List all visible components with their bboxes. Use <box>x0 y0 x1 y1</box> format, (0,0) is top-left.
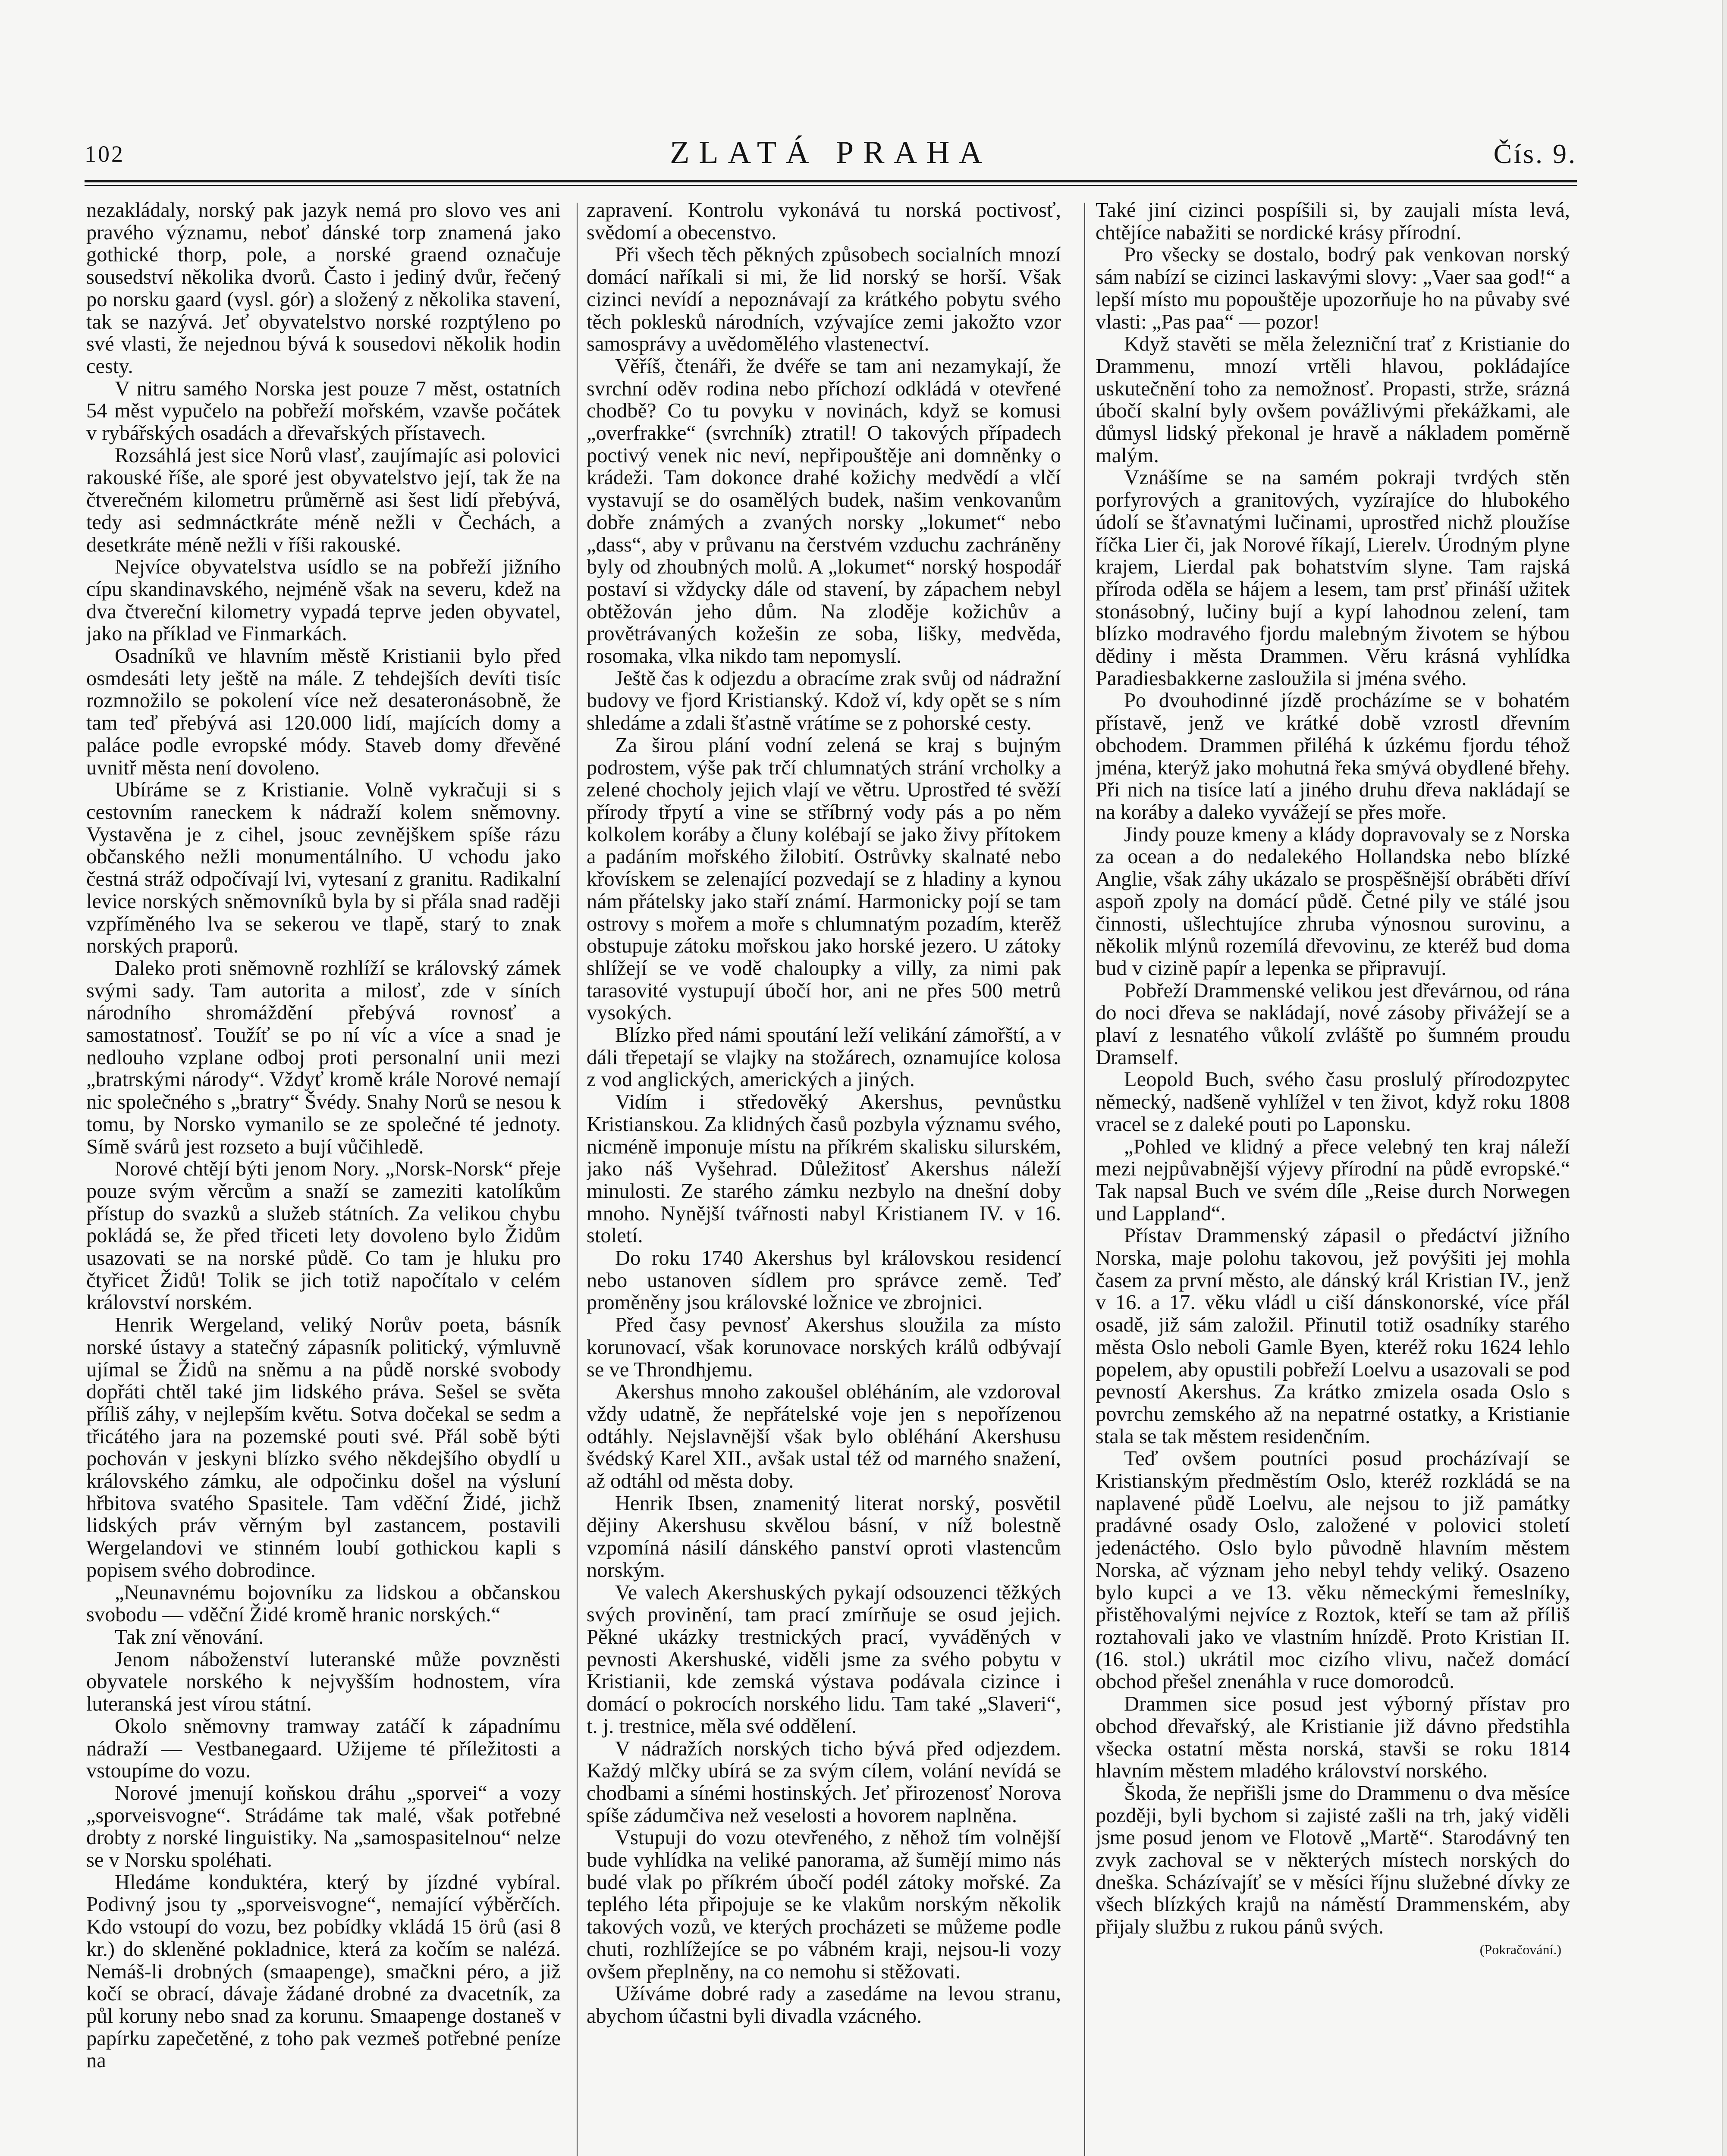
continuation-note: (Pokračování.) <box>1479 1941 1561 1957</box>
paragraph: Škoda, že nepřišli jsme do Drammenu o dva měsíce později, byli bychom si zajisté zašli na trh, jaký viděli jsme posud jenom ve Flotově „Martě“. Starodávný ten zvyk zachoval se v některých místech norských do dneška. Scházívajíť se v měsíci říjnu služebné dívky ze všech blízkých krajů na náměstí Drammenském, aby přijaly službu z rukou pánů svých. <box>1096 1781 1570 1939</box>
paragraph: Daleko proti sněmovně rozhlíží se královský zámek svými sady. Tam autorita a milosť, zde v síních národního shromáždění přebývá rovnosť a samostatnosť. Toužíť se po ní víc a více a snad je nedlouho vzplane odboj proti personalní unii mezi „bratrskými národy“. Vždyť kromě krále Norové nemají nic společného s „bratry“ Švédy. Snahy Norů se nesou k tomu, by Norsko vymanilo se ze společné té jednoty. Símě svárů jest rozseto a bují vůčihledě. <box>86 956 561 1158</box>
paragraph: Když stavěti se měla železniční trať z Kristianie do Drammenu, mnozí vrtěli hlavou, pokládajíce uskutečnění toho za nemožnosť. Propasti, strže, srázná úbočí skalní byly ovšem povážlivými překážkami, ale důmysl lidský překonal je hravě a nákladem poměrně malým. <box>1096 332 1570 467</box>
paragraph: Při všech těch pěkných způsobech socialních mnozí domácí naříkali si mi, že lid norský se horší. Však cizinci nevídí a nepoznávají za krátkého pobytu svého těch poklesků národních, vzývajíce zemi jakožto vzor samosprávy a uvědomělého vlastenectví. <box>587 243 1061 356</box>
continued-paragraph: Také jiní cizinci pospíšili si, by zaujali místa levá, chtějíce nabažiti se nordické krásy přírodní. <box>1096 199 1570 244</box>
paragraph: Akershus mnoho zakoušel obléháním, ale vzdoroval vždy udatně, že nepřátelské voje jen s nepořízenou odtáhly. Nejslavnější však bylo obléhání Akershusu švédský Karel XII., avšak ustal též od marného snažení, až odtáhl od města doby. <box>587 1380 1061 1493</box>
paragraph: Nejvíce obyvatelstva usídlo se na pobřeží jižního cípu skandinavského, nejméně však na severu, kdež na dva čtvereční kilometry vypadá teprve jeden obyvatel, jako na příklad ve Finmarkách. <box>86 555 561 646</box>
paragraph: Ve valech Akershuských pykají odsouzenci těžkých svých provinění, tam prací zmírňuje se osud jejich. Pěkné ukázky trestnických prací, vyváděných v pevnosti Akershuské, viděli jsme za svého pobytu v Kristianii, kde zemská výstava podávala cizince i domácí o pokrocích norského lidu. Tam také „Slaveri“, t. j. trestnice, měla své oddělení. <box>587 1581 1061 1738</box>
paragraph: Před časy pevnosť Akershus sloužila za místo korunovací, však korunovace norských králů odbývají se ve Throndhjemu. <box>587 1313 1061 1381</box>
text-column-2 <box>587 199 1061 2156</box>
paragraph: Za širou plání vodní zelená se kraj s bujným podrostem, výše pak trčí chlumnatých strání vrcholky a zelené chocholy jejich vlají ve větru. Uprostřed té svěží přírody třpytí a vine se stříbrný vody pás a po něm kolkolem koráby a čluny kolébají se jako živy přítokem a padáním mořského žilobití. Ostrůvky skalnaté nebo křovískem se zelenající pozvedají se z hladiny a kynou nám přátelsky jako staří známí. Harmonicky pojí se tam ostrovy s mořem a moře s chlumnatým pozadím, kterěž obstupuje zátoku mořskou jako horské jezero. U zátoky shlížejí se ve vodě chaloupky a villy, za nimi pak tarasovité vystupují úbočí hor, ani ne přes 500 metrů vysokých. <box>587 733 1061 1025</box>
column-divider-1 <box>577 203 578 2156</box>
paragraph: Norové chtějí býti jenom Nory. „Norsk-Norsk“ přeje pouze svým věrcům a snaží se zameziti katolíkům přístup do svazků a služeb státních. Za velikou chybu pokládá se, že před třiceti lety dovoleno bylo Židům usazovati se na norské půdě. Co tam je hluku pro čtyřicet Židů! Tolik se jich totiž napočítalo v celém království norském. <box>86 1157 561 1314</box>
continued-paragraph: zapravení. Kontrolu vykonává tu norská poctivosť, svědomí a obecenstvo. <box>587 199 1061 244</box>
paragraph: Blízko před námi spoutání leží velikání zámořští, a v dáli třepetají se vlajky na stožárech, oznamujíce kolosa z vod anglických, amerických a jiných. <box>587 1024 1061 1091</box>
paragraph: Přístav Drammenský zápasil o předáctví jižního Norska, maje polohu takovou, jež povýšiti jej mohla časem za první město, ale dánský král Kristian IV., jenž v 16. a 17. věku vládl u ciší dánskonorské, více přál osadě, již sám založil. Přinutil totiž osadníky starého města Oslo neboli Gamle Byen, kteréž roku 1624 lehlo popelem, aby opustili pobřeží Loelvu a usazovali se pod pevností Akershus. Za krátko zmizela osada Oslo s povrchu zemského až na nepatrné ostatky, a Kristianie stala se tak městem residenčním. <box>1096 1224 1570 1448</box>
paragraph: Tak zní věnování. <box>115 1626 264 1648</box>
paragraph: Vstupuji do vozu otevřeného, z něhož tím volnější bude vyhlídka na veliké panorama, až šumějí mimo nás budé vlak po příkrém úbočí podél zátoky mořské. Za teplého léta připojuje se ke vlakům norským několik takových vozů, ve kterých procházeti se můžeme podle chuti, rozhlížejíce se po vábném kraji, nejsou-li vozy ovšem přeplněny, na co nemohu si stěžovati. <box>587 1826 1061 1983</box>
text-column-1 <box>86 199 561 2156</box>
paragraph: Jindy pouze kmeny a klády dopravovaly se z Norska za ocean a do nedalekého Hollandska nebo blízké Anglie, však záhy ukázalo se prospěšnější obráběti dříví aspoň zpoly na domácí půdě. Četné pily ve stálé jsou činnosti, ušlechtujíce zhruba výnosnou surovinu, a několik mlýnů rozemílá dřevovinu, ze kteréž bud doma bud v cizině papír a lepenka se připravují. <box>1096 823 1570 980</box>
paragraph: Okolo sněmovny tramway zatáčí k západnímu nádraží — Vestbanegaard. Užijeme té příležitosti a vstoupíme do vozu. <box>86 1714 561 1783</box>
paragraph: Jenom náboženství luteranské může povzněsti obyvatele norského k nejvyšším hodnostem, víra luteranská jest vírou státní. <box>86 1648 561 1716</box>
text-column-3 <box>1096 199 1570 2156</box>
paragraph: Rozsáhlá jest sice Norů vlasť, zaujímajíc asi polovici rakouské říše, ale sporé jest obyvatelstvo její, tak že na čtverečném kilometru průměrně asi šest lidí přebývá, tedy asi sedmnáctkráte méně nežli v Čechách, a desetkráte méně nežli v říši rakouské. <box>86 444 561 556</box>
paragraph: „Pohled ve klidný a přece velebný ten kraj náleží mezi nejpůvabnější výjevy přírodní na půdě evropské.“ Tak napsal Buch ve svém díle „Reise durch Norwegen und Lappland“. <box>1096 1135 1570 1225</box>
paragraph: V nádražích norských ticho bývá před odjezdem. Každý mlčky ubírá se za svým cílem, volání nevídá se chodbami a sínémi hostinských. Jeť přirozenosť Norova spíše zádumčiva než veselosti a hovorem naplněna. <box>587 1737 1061 1827</box>
paragraph: Hledáme konduktéra, který by jízdné vybíral. Podivný jsou ty „sporveisvogne“, nemající výběrčích. Kdo vstoupí do vozu, bez pobídky vkládá 15 örů (asi 8 kr.) do skleněné pokladnice, která za kočím se nalézá. Nemáš-li drobných (smaapenge), smačkni péro, a již kočí se obrací, dávaje žádané drobné za dvacetník, za půl koruny nebo snad za korunu. Smaapenge dostaneš v papírku zapečetěné, z toho pak vezmeš potřebné peníze na <box>86 1871 561 2072</box>
paragraph: Henrik Wergeland, veliký Norův poeta, básník norské ústavy a statečný zápasník politický, výmluvně ujímal se Židů na sněmu a na půdě norské svobody dopřáti chtěl také jim lidského práva. Sešel se světa příliš záhy, v nejlepším květu. Sotva dočekal se sedm a třicátého jara na pozemské pouti své. Přál sobě býti pochován v jeskyni blízko svého někdejšího obydlí u královského zámku, ale odpočinku došel na výsluní hřbitova svatého Spasitele. Tam vděční Židé, jichž lidských práv věrným byl zastancem, postavili Wergelandovi ve stinném loubí gothickou kapli s popisem svého dobrodince. <box>86 1313 561 1582</box>
page-number: 102 <box>85 141 125 167</box>
continued-paragraph: nezakládaly, norský pak jazyk nemá pro slovo ves ani pravého významu, neboť dánské torp znamená jako gothické thorp, pole, a norské graend označuje sousedství několika dvorů. Často i jediný dvůr, řečený po norsku gaard (vysl. gór) a složený z několika stavení, tak se nazývá. Jeť obyvatelstvo norské rozptýleno po své vlasti, že nejednou bývá k sousedovi několik hodin cesty. <box>86 199 561 378</box>
paragraph: Henrik Ibsen, znamenitý literat norský, posvětil dějiny Akershusu skvělou básní, v níž bolestně vzpomíná násilí dánského panství oproti vlastencům norským. <box>587 1492 1061 1582</box>
paragraph: Po dvouhodinné jízdě procházíme se v bohatém přístavě, jenž ve krátké době vzrostl dřevním obchodem. Drammen přiléhá k úzkému fjordu téhož jména, kterýž jako mohutná řeka smývá obydlené břehy. Při nich na tisíce latí a jiného druhu dřeva nakládají se na koráby a daleko vyvážejí se přes moře. <box>1096 689 1570 824</box>
page-edge <box>1722 0 1727 2156</box>
issue-number: Čís. 9. <box>1493 138 1577 169</box>
paragraph: Ještě čas k odjezdu a obracíme zrak svůj od nádražní budovy ve fjord Kristianský. Kdož ví, kdy opět se s ním shledáme a zdali šťastně vrátíme se z pohorské cesty. <box>587 667 1061 735</box>
paragraph: Pobřeží Drammenské velikou jest dřevárnou, od rána do noci dřeva se nakládají, nové zásoby přivážejí se a plaví z lesnatého vůkolí zvláště po šumném proudu Dramself. <box>1096 979 1570 1069</box>
header-rule-thin <box>85 185 1577 186</box>
header-rule-thick <box>85 180 1577 182</box>
paragraph: Věříš, čtenáři, že dvéře se tam ani nezamykají, že svrchní oděv rodina nebo příchozí odkládá v otevřené chodbě? Co tu povyku v novinách, když se komusi „overfrakke“ (svrchník) ztratil! O takových případech poctivý venek nic neví, nepřipouštěje ani domněnky o krádeži. Tam dokonce drahé kožichy medvědí a vlčí vystavují se do osamělých budek, našim venkovanům dobře známých a zvaných norsky „lokumet“ nebo „dass“, aby v průvanu na čerstvém vzduchu zachráněny byly od zhoubných molů. A „lokumet“ norský hospodář postaví si vždycky dále od stavení, by zápachem nebyl obtěžován jeho dům. Na zloděje kožichův a provětrávaných kožešin ze soba, lišky, medvěda, rosomaka, vlka nikdo tam nepomyslí. <box>587 354 1061 668</box>
page-header <box>85 135 1577 172</box>
paragraph: Ubíráme se z Kristianie. Volně vykračuji si s cestovním raneckem k nádraží kolem sněmovny. Vystavěna je z cihel, jsouc zevnějškem spíše rázu občanského nežli monumentálního. U vchodu jako čestná stráž odpočívají lvi, vytesaní z granitu. Radikalní levice norských sněmovníků byla by si přála snad raději vzpříměného lva se sekerou ve tlapě, starý to znak norských praporů. <box>86 778 561 958</box>
paragraph: Norové jmenují koňskou dráhu „sporvei“ a vozy „sporveisvogne“. Strádáme tak malé, však potřebné drobty z norské linguistiky. Na „samospasitelnou“ nelze se v Norsku spoléhati. <box>86 1781 561 1872</box>
paragraph: Do roku 1740 Akershus byl královskou residencí nebo ustanoven sídlem pro správce země. Teď proměněny jsou královské ložnice ve zbrojnici. <box>587 1247 1061 1314</box>
paragraph: Vznášíme se na samém pokraji tvrdých stěn porfyrových a granitových, vyzírajíce do hlubokého údolí se šťavnatými lučinami, uprostřed nichž ploužíse říčka Lier či, jak Norové říkají, Lierelv. Úrodným plyne krajem, Lierdal pak bohatstvím slyne. Tam rajská příroda oděla se hájem a lesem, tam prsť přináší užitek stonásobný, lučiny bují a kypí lahodnou zelení, tam blízko modravého fjordu malebným životem se hýbou dědiny i města Drammen. Věru krásná vyhlídka Paradiesbakkerne zasloužila si jména svého. <box>1096 466 1570 690</box>
paragraph: Užíváme dobré rady a zasedáme na levou stranu, abychom účastni byli divadla vzácného. <box>587 1982 1061 2028</box>
column-divider-2 <box>1084 203 1085 2156</box>
paragraph: Pro všecky se dostalo, bodrý pak venkovan norský sám nabízí se cizinci laskavými slovy: „Vaer saa god!“ a lepší místo mu popouštěje upozorňuje ho na půvaby své vlasti: „Pas paa“ — pozor! <box>1096 243 1570 333</box>
paragraph: Vidím i středověký Akershus, pevnůstku Kristianskou. Za klidných časů pozbyla významu svého, nicméně imponuje místu na příkrém skalisku silurském, jako náš Vyšehrad. Důležitosť Akershus náleží minulosti. Ze starého zámku nezbylo na dnešní doby mnoho. Nynější tvářnosti nabyl Kristianem IV. v 16. století. <box>587 1091 1061 1247</box>
paragraph: Drammen sice posud jest výborný přístav pro obchod dřevařský, ale Kristianie již dávno předstihla všecka ostatní města norská, stavši se roku 1814 hlavním městem mladého království norského. <box>1096 1692 1570 1783</box>
paragraph: Leopold Buch, svého času proslulý přírodozpytec německý, nadšeně vyhlížel v ten život, když roku 1808 vracel se z daleké pouti po Laponsku. <box>1096 1068 1570 1136</box>
masthead-title: ZLATÁ PRAHA <box>670 135 992 170</box>
paragraph: Teď ovšem poutníci posud procházívají se Kristianským předměstím Oslo, kteréž rozkládá se na naplavené půdě Loelvu, ale nejsou to již památky pradávné osady Oslo, založené v polovici století jedenáctého. Oslo bylo původně hlavním městem Norska, ač význam jeho nebyl tehdy veliký. Osazeno bylo kupci a ve 13. věku německými řemeslníky, přistěhovalými nejvíce z Roztok, kteří se tam až příliš roztahovali jako ve vlastním hnízdě. Proto Kristian II. (16. stol.) ukrátil moc cizího vlivu, načež domácí obchod přešel znenáhla v ruce domorodců. <box>1096 1447 1570 1693</box>
paragraph: „Neunavnému bojovníku za lidskou a občanskou svobodu — vděční Židé kromě hranic norských.“ <box>86 1581 561 1626</box>
paragraph: V nitru samého Norska jest pouze 7 měst, ostatních 54 měst vypučelo na pobřeží mořském, vzavše počátek v rybářských osadách a dřevařských přístavech. <box>86 377 561 445</box>
paragraph: Osadníků ve hlavním městě Kristianii bylo před osmdesáti lety ještě na mále. Z tehdejších devíti tisíc rozmnožilo se pokolení více než desateronásobně, že tam teď přebývá asi 120.000 lidí, majících domy a paláce podle evropské módy. Staveb domy dřevěné uvnitř města není dovoleno. <box>86 645 561 779</box>
